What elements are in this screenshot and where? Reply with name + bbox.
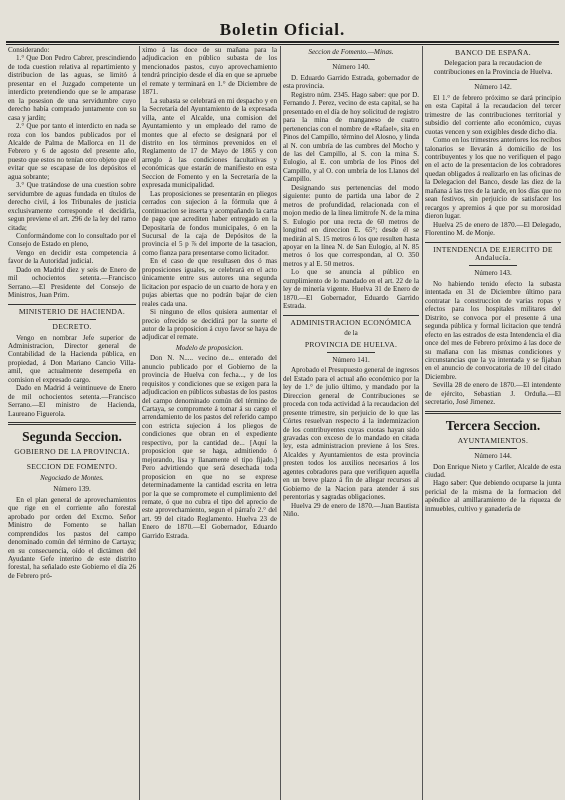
modelo-heading: Modelo de proposicion.	[175, 343, 244, 352]
separator-rule	[48, 319, 96, 320]
column-divider	[139, 46, 140, 800]
paragraph: D. Eduardo Garrido Estrada, gobernador de esta provincia.	[283, 73, 419, 91]
separator-rule	[469, 265, 517, 266]
paragraph: Lo que se anuncia al público en cumplimiento de lo mandado en el art. 22 de la ley de minería vigente. Huelva 31 de Enero de 1870.—El Gobernador, Eduardo Garrido Estrada.	[283, 268, 419, 311]
paragraph: Designando sus pertenencias del modo siguiente: punto de partida una labor de 2 metros de profundidad, relacionada con el mojon medio de la línea limítrofe N. de la mina S. Eulogio por una recta de 60 metros de longitud en direccion E. 65°; desde él se medirán al S. 15 metros ó los que resulten hasta apoyar en la línea N. de San Eulogio, al N. 85 metros ó los que correspondan, al O. 350 metros y al E. 50 metros.	[283, 183, 419, 268]
separator-rule	[469, 79, 517, 80]
paragraph: Registro núm. 2345. Hago saber: que por D. Fernando J. Perez, vecino de esta capital, se ha presentado en el día de hoy solicitud de registro para la mina de manganeso de cuatro pertenencias con el nombre de «Rafael», sita en Pinos del Campillo, término del Alosno, y linda al N. con umbría de las cumbres del Mocho y de las del Campillo, al S. con la mina S. Eulogio, al E. con umbría de los Pinos del Campillo, y al O. con umbría de los Llanos del Campillo.	[283, 90, 419, 184]
separator-rule	[469, 448, 517, 449]
paragraph: Don N. N..... vecino de... enterado del anuncio publicado por el Gobierno de la provincia de Huelva con fecha..., y de los requisitos y condiciones que se exigen para la adjudicacion en públicos subastas de los pastos del campo denominado común del término de Cartaya, se compromete á tomar á su cargo el arrendamiento de los pastos del referido campo con estricta sujecion á los pliegos de condiciones que obran en el expediente respectivo, por la cantidad de... [Aquí la proposicion que se haga, admitiendo ó mejorando, lisa y llanamente el tipo fijado.] Pero advirtiendo que será desechada toda proposicion en que no se exprese determinadamente la cantidad escrita en letra por la que se compromete el cumplimiento del remate, ó que no cubra el tipo del aprecio de este aprovechamiento, segun el párrafo 2.° del art. 99 del citado Reglamento. Huelva 23 de Enero de 1870.—El Gobernador, Eduardo Garrido Estrada.	[142, 354, 277, 540]
paragraph: Hago saber: Que debiendo ocuparse la junta pericial de la misma de la formacion del apéndice al amillaramiento de la riqueza de inmuebles, cultivo y ganadería de	[425, 479, 561, 513]
admin-heading-de: de la	[344, 329, 358, 338]
seccion-header: Seccion de Fomento.—Minas.	[308, 48, 394, 56]
column-4	[425, 46, 561, 800]
paragraph: Don Enrique Nieto y Carller, Alcalde de esta ciudad.	[425, 462, 561, 480]
ayuntamientos-heading: AYUNTAMIENTOS.	[457, 435, 529, 445]
section-title: Segunda Seccion.	[22, 429, 122, 445]
intendencia-heading: INTENDENCIA DE EJERCITO DE Andalucía.	[433, 244, 553, 262]
decreto-heading: DECRETO.	[52, 322, 92, 332]
notice-number: Número 141.	[332, 355, 370, 364]
separator-rule	[425, 411, 561, 414]
column-3	[283, 46, 419, 800]
column-2	[142, 46, 277, 800]
paragraph: Si ninguno de ellos quisiera aumentar el precio ofrecido se decidirá por la suerte el autor de la proposicion á cuyo favor se haya de adjudicar el remate.	[142, 308, 277, 342]
notice-number: Número 142.	[474, 83, 512, 92]
separator-rule	[8, 422, 136, 425]
banco-heading: BANCO DE ESPAÑA.	[454, 48, 532, 57]
separator-rule	[327, 352, 375, 353]
paragraph: Conformándome con lo consultado por el Consejo de Estado en pleno,	[8, 231, 136, 249]
separator-rule	[48, 459, 96, 460]
negociado-heading: Negociado de Montes.	[40, 473, 104, 482]
separator-rule	[8, 304, 136, 305]
separator-rule	[327, 59, 375, 60]
paragraph: En el plan general de aprovechamientos que rige en el corriente año forestal aprobado por orden del Excmo. Señor Ministro de Fomento se hallan comprendidos los pastos del campo denominado común del término de Cartaya; en su consecuencia, oído el dictámen del Ayudante Gefe interino de este distrito forestal, ha señalado este Gobierno el día 26 de Febrero pró-	[8, 495, 136, 580]
paragraph: 3.° Que tratándose de una cuestion sobre servidumbre de aguas fundada en títulos de derecho civil, á los Tribunales de justicia exclusivamente corresponde el decidirla, segun previene el art. 296 de la ley del ramo citada;	[8, 181, 136, 232]
paragraph: Sevilla 28 de enero de 1870.—El intendente de ejército, Sebastian J. Orduña.—El secretario, José Jimenez.	[425, 381, 561, 407]
gobierno-heading: GOBIERNO DE LA PROVINCIA.	[14, 447, 130, 457]
column-divider	[422, 46, 423, 800]
paragraph: Huelva 25 de enero de 1870.—El Delegado, Florentino M. de Monje.	[425, 220, 561, 238]
paragraph: Vengo en nombrar Jefe superior de Administracion, Director general de Contabilidad de la Hacienda pública, en propiedad, á Don Mariano Cancio Villa-amil, que actualmente desempeña en comision el expresado cargo.	[8, 333, 136, 384]
paragraph: Aprobado el Presupuesto general de ingresos del Estado para el actual año económico por la ley de 1.° de julio último, y mandado por la Direccion general de Contribuciones se proceda con toda actividad á la recaudacion del presente trimestre, sin perjuicio de lo que las Córtes resuelvan respecto á la indemnizacion de los contribuyentes cuyas cuotas hayan sido gravadas con exceso de lo mandado en citada ley, esta administracion previene á los Sres. Alcaldes y Ayuntamientos de esta provincia presten todos los auxilios necesarios á los agentes cobradores para que verifiquen aquella en un breve plazo á fin de allegar recursos al Gobierno de la Nacion para atender á sus perentorias y sagradas obligaciones.	[283, 366, 419, 502]
paragraph: Dado en Madrid á veintinueve de Enero de mil ochocientos setenta.—Francisco Serrano.—El ministro de Hacienda, Laureano Figuerola.	[8, 384, 136, 418]
paragraph: El 1.° de febrero próximo se dará principio en esta Capital á la recaudacion del tercer trimestre de las contribuciones territorial y subsidio del corriente año económico, cuyas cuotas vencen y son exigibles desde dicho día.	[425, 93, 561, 136]
fomento-heading: SECCION DE FOMENTO.	[26, 462, 118, 472]
masthead-rule	[6, 41, 559, 45]
paragraph: Las proposiciones se presentarán en pliegos cerrados con sujecion á la fórmula que á continuacion se inserta y acompañando la carta de pago que acrediten haber entregado en la Depositaría de fondos municipales, ó en la Sucursal de la caja de Depósitos de la provincia el 5 p ⅞ del importe de la tasacion, como fianza para presentarse como licitador.	[142, 189, 277, 257]
notice-number: Número 139.	[53, 485, 91, 494]
column-divider	[280, 46, 281, 800]
paragraph: Dado en Madrid diez y seis de Enero de mil ochocientos setenta.—Francisco Serrano.—El Presidente del Consejo de Ministros, Juan Prim.	[8, 265, 136, 300]
separator-rule	[283, 315, 419, 316]
paragraph: ximo á las doce de su mañana para la adjudicacion en público subasta de los mencionados pastos, cuyo aprovechamiento tendrá principio desde el día en que se apruebe el remate y terminará en 1.° de Diciembre de 1871.	[142, 46, 277, 97]
separator-rule	[425, 242, 561, 243]
paragraph: Huelva 29 de enero de 1870.—Juan Bautista Niño.	[283, 501, 419, 519]
notice-number: Número 140.	[332, 63, 370, 72]
paragraph: 1.° Que Don Pedro Cabrer, prescindiendo de toda cuestion relativa al repartimiento y distribucion de las aguas, se limitó á presentar en el Juzgado competente un interdicto pretendiendo que se le amparase en la posesion de una servidumbre cuyo derecho había comprado juntamente con su casa y jardín;	[8, 54, 136, 122]
admin-heading-provincia: PROVINCIA DE HUELVA.	[304, 339, 398, 349]
paragraph: No habiendo tenido efecto la subasta intentada en 31 de Diciembre último para contratar la construccion de varias ropas y efectos para los hospitales militares del Distrito, se convoca por el presente á una segunda pública y formal licitacion que tendrá efecto en las estrados de esta Intendencia el dia once del mes de Febrero próximo á las doce de su mañana con las mismas condiciones y circunstancias que la ya intentada y se fijaban en el anuncio de convocatoria de 10 del citado Diciembre.	[425, 279, 561, 381]
delegacion-subheading: Delegacion para la recaudacion de contribuciones en la Provincia de Huelva.	[433, 59, 553, 76]
section-title: Tercera Seccion.	[445, 417, 541, 433]
paragraph: Vengo en decidir esta competencia á favor de la Autoridad judicial.	[8, 248, 136, 266]
considerando-heading: Considerando:	[8, 46, 50, 54]
admin-heading: ADMINISTRACION ECONÓMICA	[290, 317, 412, 327]
paragraph: Como en los trimestres anteriores los recibos talonarios se llevarán á domicilio de los contribuyentes y los que no verifiquen el pago en el acto de la presentacion de los cobradores quedan obligados á realizarlo en las oficinas de la Delegacion del Banco, desde las diez de la mañana á las tres de la tarde, en los días que no sean festivos, sin perjuicio de satisfacer los recargos y apremios á que por su morosidad dieron lugar.	[425, 136, 561, 221]
paragraph: La subasta se celebrará en mi despacho y en la Secretaría del Ayuntamiento de la expresada villa, ante el Alcalde, una comision del Ayuntamiento y un empleado del ramo de montes que al efecto se designará por el distrito en los términos prevenidos en el Reglamento de 17 de Mayo de 1865 y con arreglo á las condiciones facultativas y económicas que estarán de manifiesto en esta Seccion de Fomento y en la Secretaría de la expresada municipalidad.	[142, 96, 277, 190]
paragraph: 2.° Que por tanto el interdicto en nada se roza con los bandos publicados por el Alcalde de Palma de Mallorca en 11 de Febrero y 6 de agosto del presente año, puesto que estos no tenían otro objeto que el evitar que se escapase de los depósitos el agua sobrante;	[8, 122, 136, 181]
column-1	[8, 46, 136, 800]
ministerio-heading: MINISTERIO DE HACIENDA.	[18, 306, 126, 316]
notice-number: Número 144.	[474, 452, 512, 461]
notice-number: Número 143.	[474, 269, 512, 278]
paragraph: En el caso de que resultasen dos ó mas proposiciones iguales, se celebrará en el acto únicamente entre sus autores una segunda licitacion por espacio de un cuarto de hora y en pujas abiertas que no podrán bajar de cien reales cada una.	[142, 257, 277, 308]
masthead-title: Boletin Oficial.	[219, 20, 346, 39]
